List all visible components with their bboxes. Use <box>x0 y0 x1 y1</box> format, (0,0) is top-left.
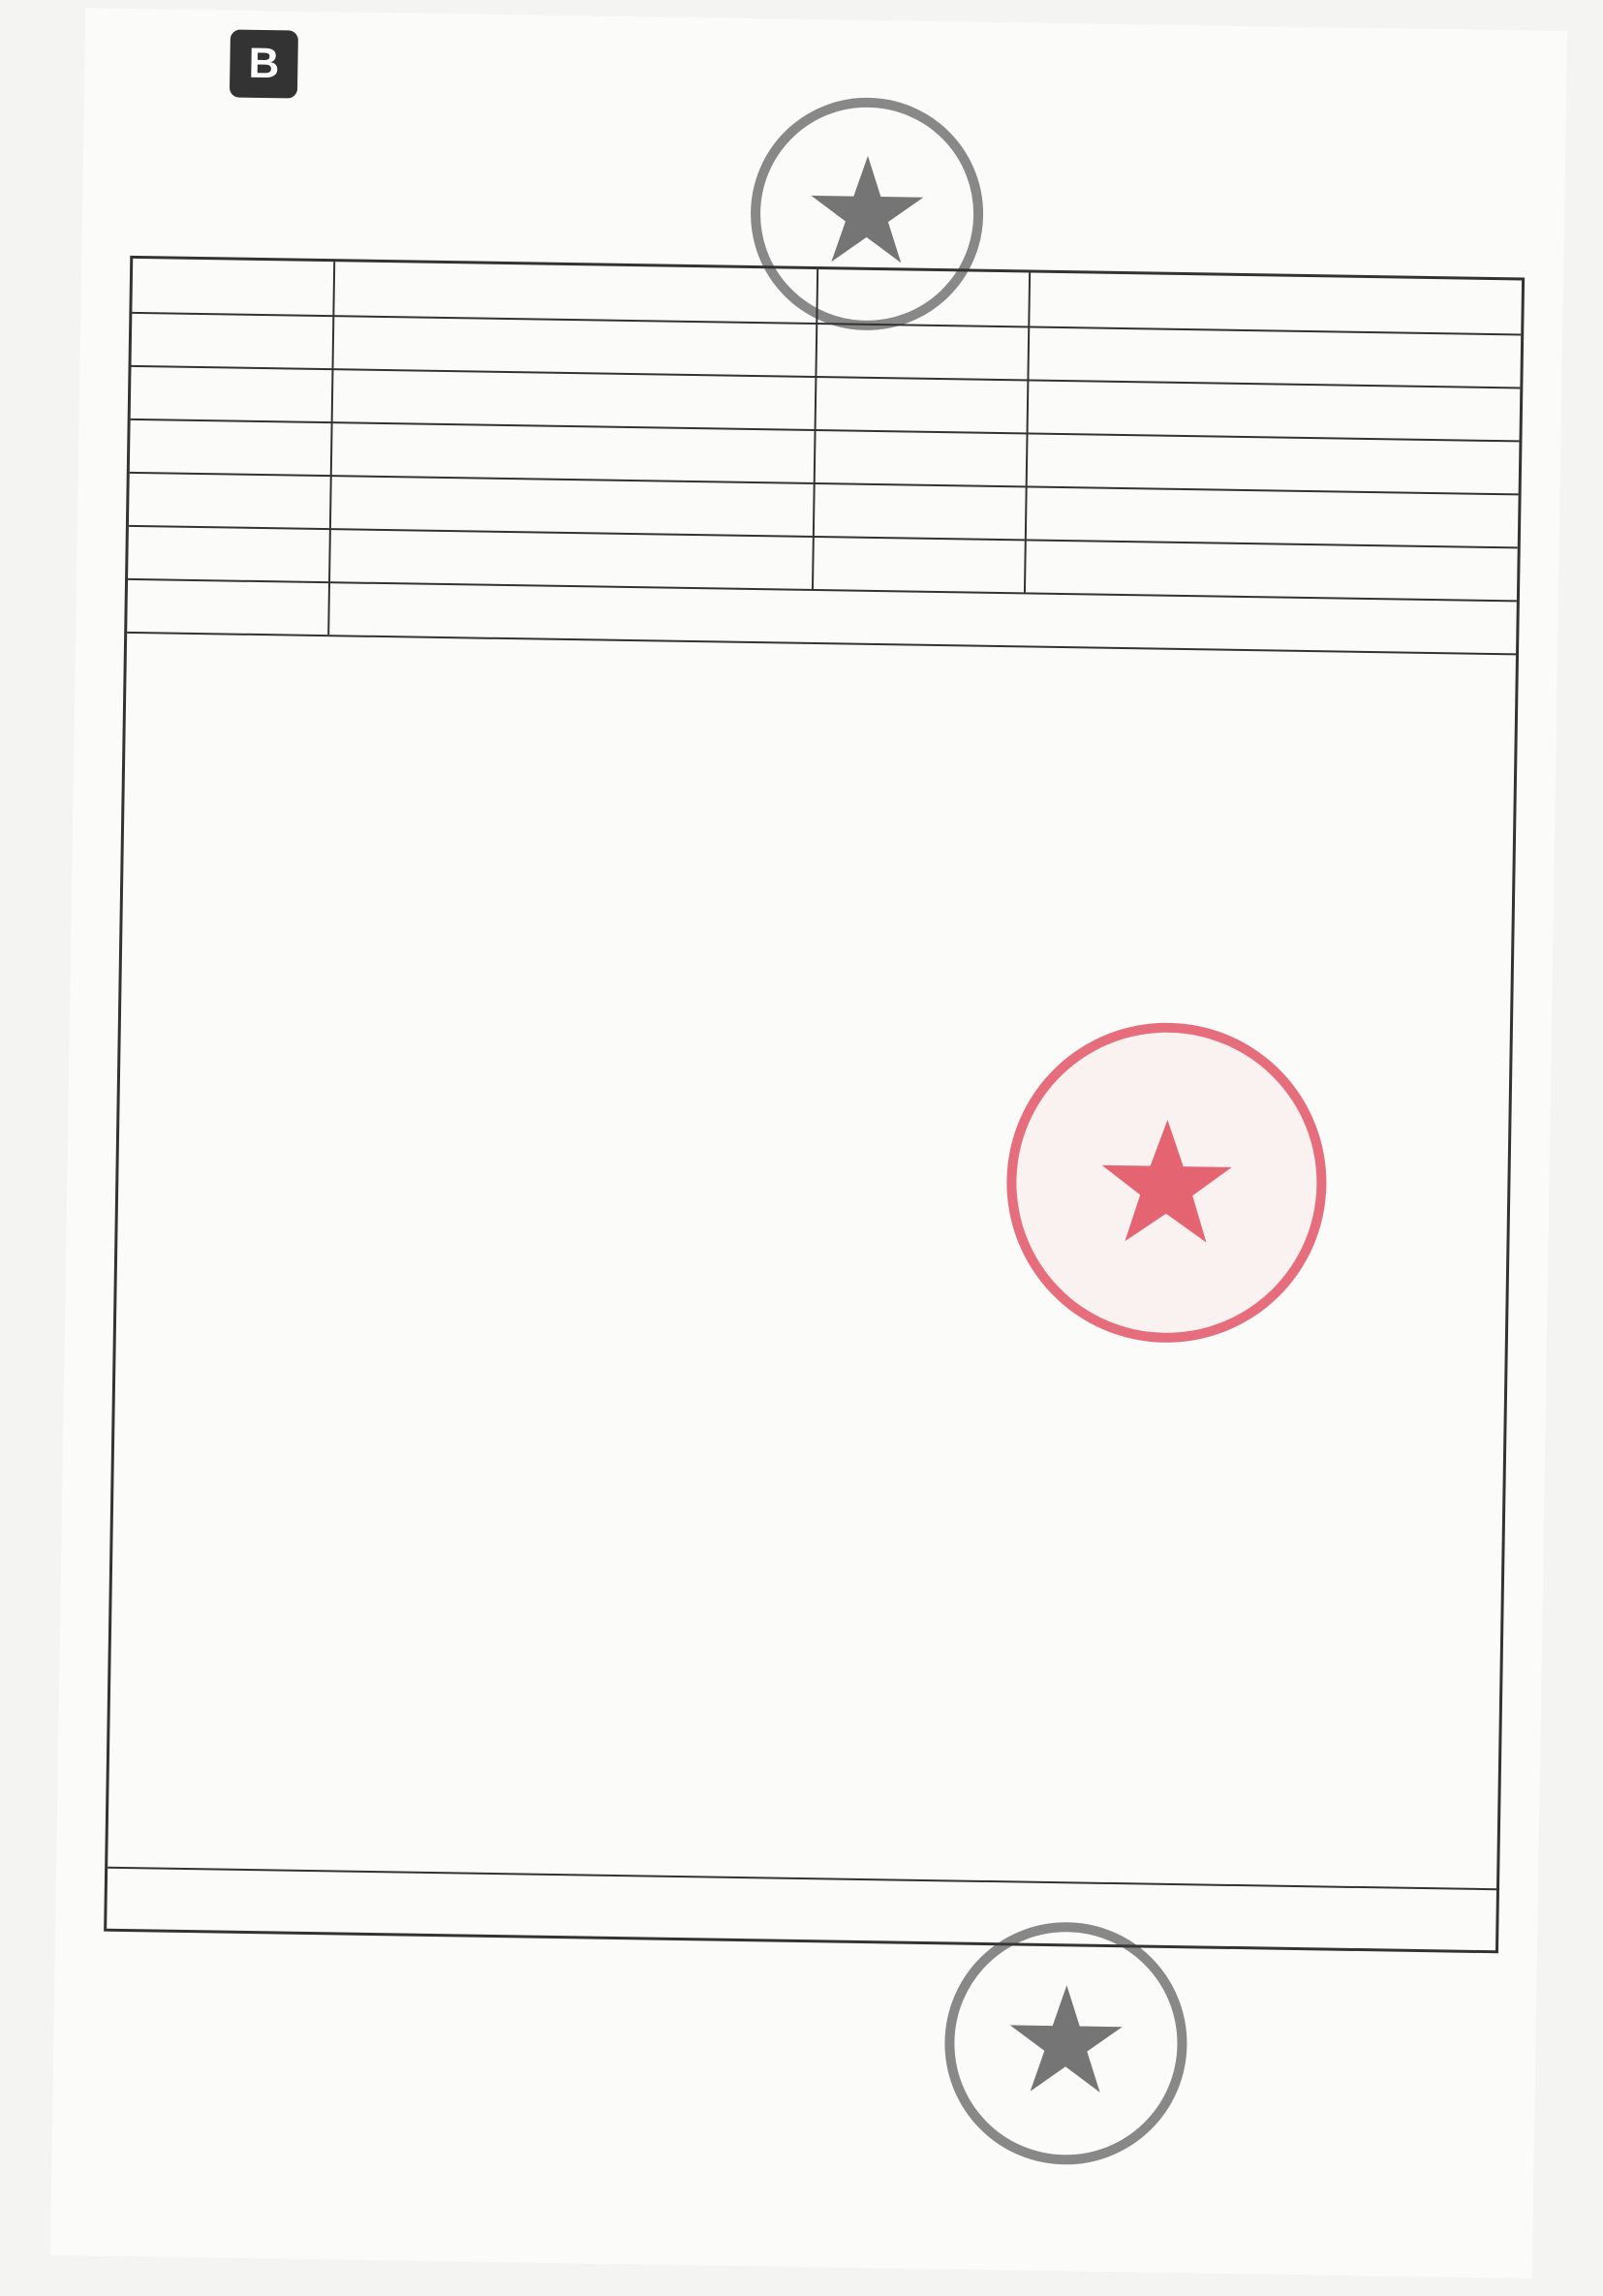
value-packaging <box>332 421 816 482</box>
label-inspection-date <box>128 525 331 581</box>
value-inspection-date <box>330 528 814 589</box>
label-expiry-date <box>814 536 1027 592</box>
value-production-date <box>331 475 815 536</box>
label-production-date <box>129 472 332 528</box>
quality-management-stamp <box>1004 1020 1329 1345</box>
label-batch <box>131 365 334 421</box>
value-product-name <box>335 262 818 323</box>
label-specification <box>816 429 1029 485</box>
value-quantity <box>1027 485 1518 546</box>
empty-cell <box>1031 272 1522 333</box>
company-logo <box>230 29 312 98</box>
label-packaging <box>130 419 333 475</box>
label-department <box>132 312 335 368</box>
value-batch <box>333 368 817 429</box>
label-basis <box>127 578 330 635</box>
signature-area <box>100 1946 1498 2211</box>
report-sheet <box>50 8 1567 2279</box>
conclusion-divider <box>108 1867 1496 1891</box>
logo-mark-icon: B <box>230 29 298 98</box>
label-quantity <box>815 482 1028 539</box>
value-product-code <box>1029 379 1520 440</box>
value-report-no <box>1030 326 1521 387</box>
value-expiry-date <box>1026 539 1517 600</box>
label-product-name <box>132 259 335 315</box>
label-report-no <box>817 323 1030 379</box>
value-specification <box>1028 432 1519 493</box>
empty-cell <box>817 269 1031 326</box>
value-department <box>334 315 817 376</box>
label-product-code <box>817 376 1030 432</box>
